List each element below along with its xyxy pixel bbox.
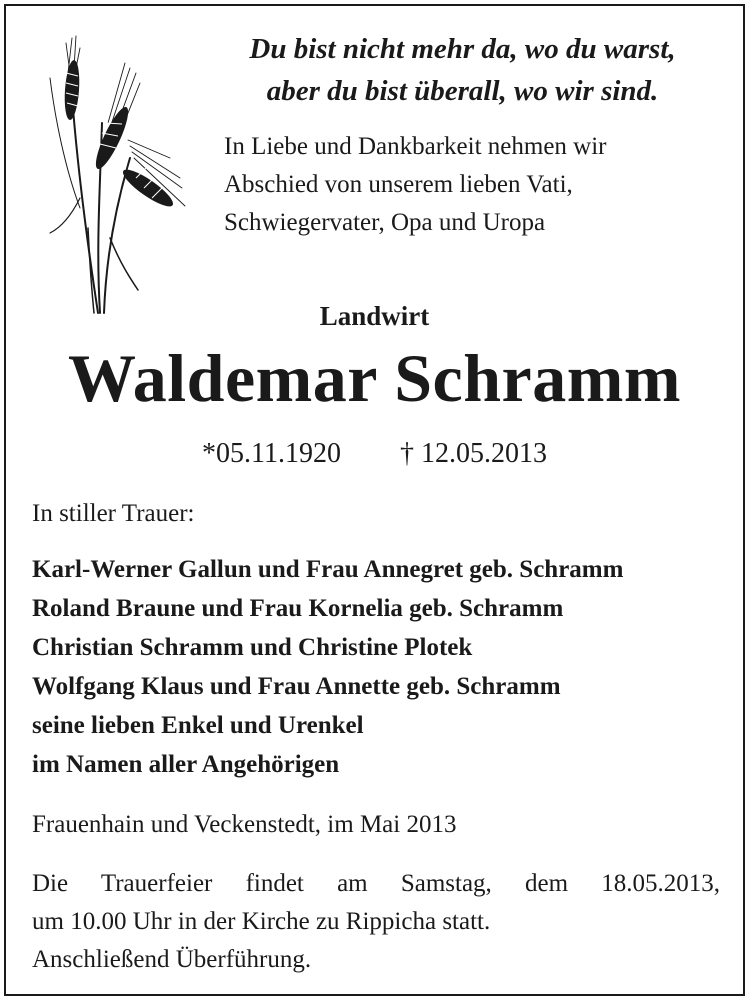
intro-text bbox=[224, 128, 724, 242]
death-date: † 12.05.2013 bbox=[399, 438, 547, 469]
life-dates bbox=[0, 434, 749, 474]
mourner-line: Roland Braune und Frau Kornelia geb. Schramm bbox=[32, 595, 564, 622]
deceased-name: Waldemar Schramm bbox=[67, 340, 682, 416]
mourner-line: im Namen aller Angehörigen bbox=[32, 751, 340, 778]
ceremony-line-3: Anschließend Überführung. bbox=[32, 946, 312, 973]
deceased-occupation: Landwirt bbox=[319, 301, 430, 331]
ceremony-info bbox=[32, 865, 720, 979]
place-and-date: Frauenhain und Veckenstedt, im Mai 2013 bbox=[32, 811, 457, 838]
mourner-line: Christian Schramm und Christine Plotek bbox=[32, 634, 473, 661]
ceremony-line-1: Die Trauerfeier findet am Samstag, dem 18.05.2013, bbox=[32, 870, 720, 897]
intro-line-3: Schwiegervater, Opa und Uropa bbox=[224, 209, 546, 236]
mourners-list bbox=[32, 550, 732, 784]
mourner-line: Wolfgang Klaus und Frau Annette geb. Schramm bbox=[32, 673, 561, 700]
mourning-label: In stiller Trauer: bbox=[32, 500, 195, 527]
wheat-ears-icon bbox=[30, 28, 190, 318]
quote-line-2: aber du bist überall, wo wir sind. bbox=[266, 75, 659, 107]
mourner-line: Karl-Werner Gallun und Frau Annegret geb. Schramm bbox=[32, 556, 624, 583]
ceremony-line-2: um 10.00 Uhr in der Kirche zu Rippicha statt. bbox=[32, 908, 491, 935]
birth-date: *05.11.1920 bbox=[202, 438, 341, 469]
memorial-quote bbox=[215, 28, 710, 112]
mourner-line: seine lieben Enkel und Urenkel bbox=[32, 712, 364, 739]
intro-line-2: Abschied von unserem lieben Vati, bbox=[224, 171, 573, 198]
quote-line-1: Du bist nicht mehr da, wo du warst, bbox=[249, 33, 676, 65]
intro-line-1: In Liebe und Dankbarkeit nehmen wir bbox=[224, 133, 607, 160]
